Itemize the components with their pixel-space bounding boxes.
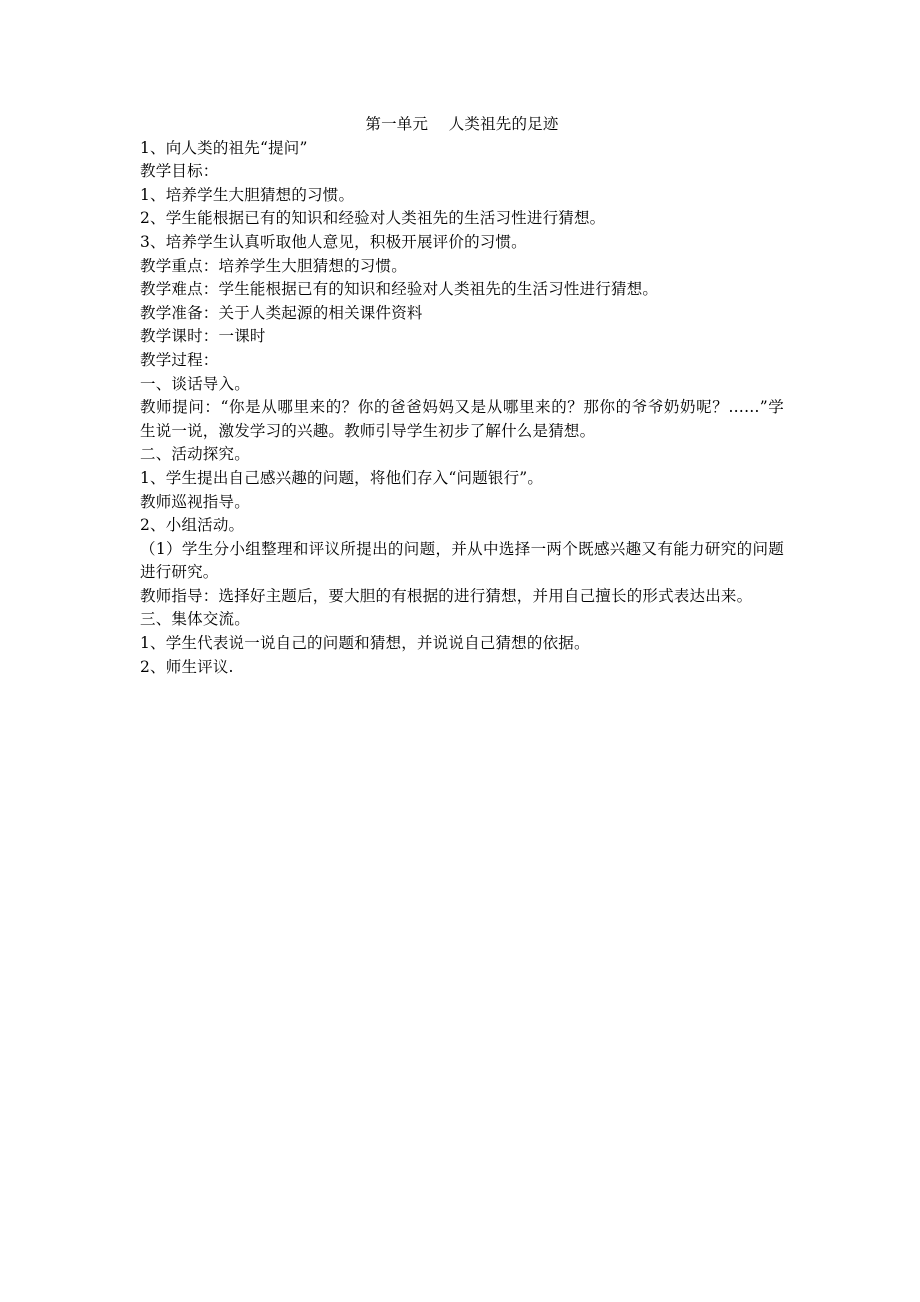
class-hours: 教学课时：一课时	[140, 327, 266, 346]
step-heading: 二、活动探究。	[140, 445, 250, 464]
process-paragraph: （1）学生分小组整理和评议所提出的问题，并从中选择一两个既感兴趣又有能力研究的问题进行研究。	[140, 539, 784, 582]
process-item: 1、学生代表说一说自己的问题和猜想，并说说自己猜想的依据。	[140, 634, 590, 653]
step-heading: 三、集体交流。	[140, 610, 250, 629]
process-item: 2、师生评议.	[140, 657, 234, 676]
process-item: 1、学生提出自己感兴趣的问题，将他们存入“问题银行”。	[140, 468, 544, 487]
step-heading: 一、谈话导入。	[140, 374, 250, 393]
section-label-process: 教学过程：	[140, 350, 219, 369]
document-title: 第一单元 人类祖先的足迹	[365, 115, 559, 133]
preparation: 教学准备：关于人类起源的相关课件资料	[140, 303, 423, 322]
process-item: 2、小组活动。	[140, 516, 245, 535]
process-paragraph: 教师提问：“你是从哪里来的？你的爸爸妈妈又是从哪里来的？那你的爷爷奶奶呢？……”学生说一说，激发学习的兴趣。教师引导学生初步了解什么是猜想。	[140, 398, 784, 440]
key-point: 教学重点：培养学生大胆猜想的习惯。	[140, 256, 407, 275]
objective-item: 2、学生能根据已有的知识和经验对人类祖先的生活习性进行猜想。	[140, 209, 606, 228]
section-label-objectives: 教学目标：	[140, 162, 219, 181]
document-body	[140, 113, 784, 679]
difficult-point: 教学难点：学生能根据已有的知识和经验对人类祖先的生活习性进行猜想。	[140, 280, 659, 299]
process-paragraph: 教师指导：选择好主题后，要大胆的有根据的进行猜想，并用自己擅长的形式表达出来。	[140, 586, 753, 605]
process-item: 教师巡视指导。	[140, 492, 250, 511]
objective-item: 1、培养学生大胆猜想的习惯。	[140, 185, 355, 204]
objective-item: 3、培养学生认真听取他人意见，积极开展评价的习惯。	[140, 232, 527, 251]
lesson-heading: 1、向人类的祖先“提问”	[140, 138, 308, 157]
